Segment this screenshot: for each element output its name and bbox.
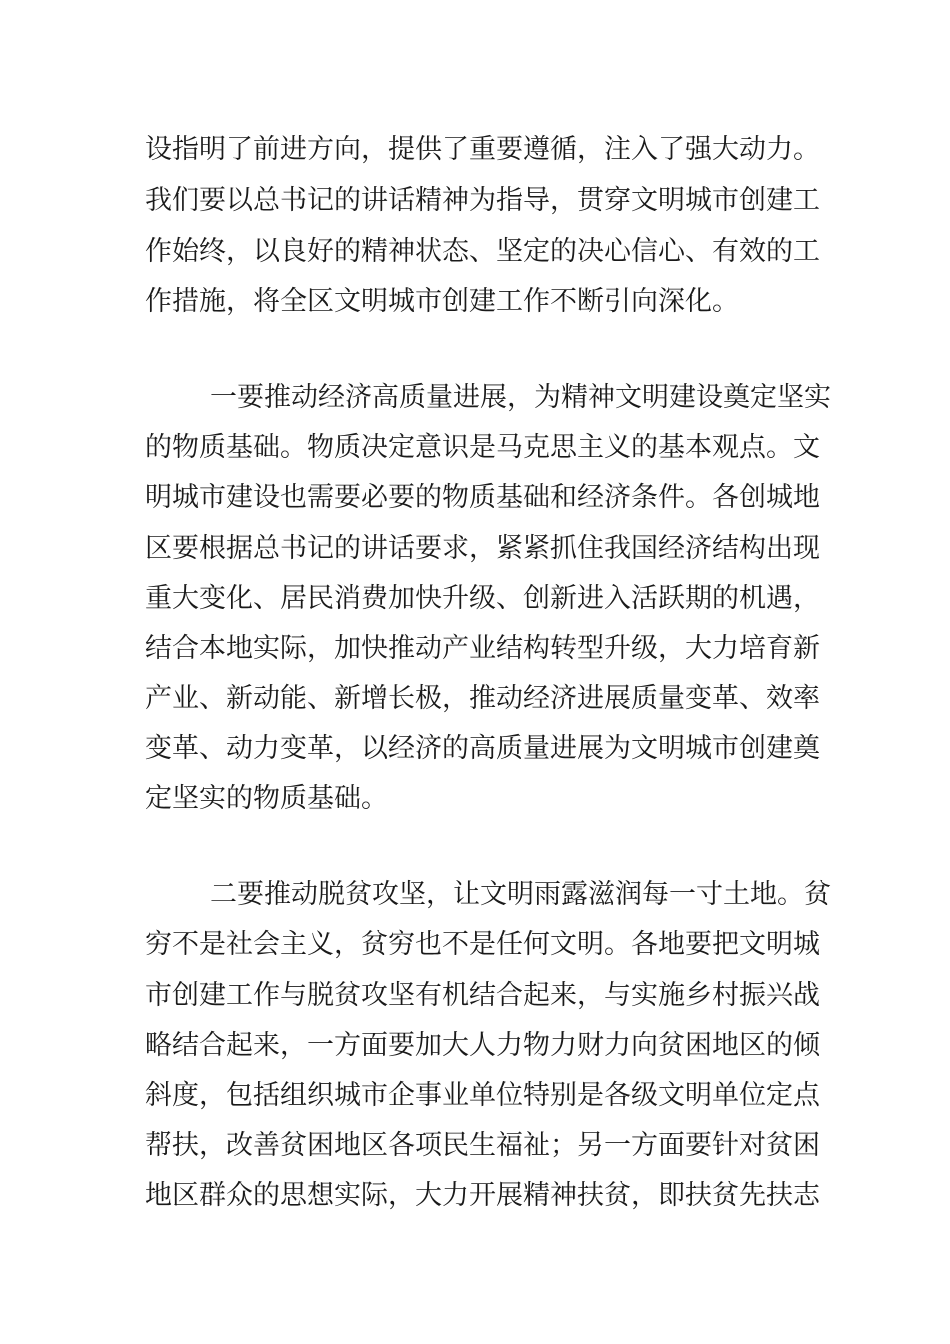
text-line: 二要推动脱贫攻坚，让文明雨露滋润每一寸土地。贫 [210, 879, 831, 910]
text-line: 重大变化、居民消费加快升级、创新进入活跃期的机遇， [145, 583, 820, 614]
text-line: 设指明了前进方向，提供了重要遵循，注入了强大动力。 [145, 134, 820, 165]
text-line: 我们要以总书记的讲话精神为指导，贯穿文明城市创建工 [145, 185, 820, 216]
text-line: 一要推动经济高质量进展，为精神文明建设奠定坚实 [210, 382, 831, 413]
text-line: 定坚实的物质基础。 [145, 783, 388, 814]
text-line: 产业、新动能、新增长极，推动经济进展质量变革、效率 [145, 683, 820, 714]
text-line: 明城市建设也需要必要的物质基础和经济条件。各创城地 [145, 482, 820, 513]
text-line: 地区群众的思想实际，大力开展精神扶贫，即扶贫先扶志 [145, 1180, 820, 1211]
text-line: 变革、动力变革，以经济的高质量进展为文明城市创建奠 [145, 733, 820, 764]
text-line: 斜度，包括组织城市企事业单位特别是各级文明单位定点 [145, 1080, 820, 1111]
text-line: 市创建工作与脱贫攻坚有机结合起来，与实施乡村振兴战 [145, 980, 820, 1011]
text-line: 帮扶，改善贫困地区各项民生福祉；另一方面要针对贫困 [145, 1130, 820, 1161]
text-line: 的物质基础。物质决定意识是马克思主义的基本观点。文 [145, 432, 820, 463]
text-line: 作措施，将全区文明城市创建工作不断引向深化。 [145, 286, 739, 317]
text-line: 穷不是社会主义，贫穷也不是任何文明。各地要把文明城 [145, 929, 820, 960]
text-line: 作始终，以良好的精神状态、坚定的决心信心、有效的工 [145, 236, 820, 267]
text-line: 区要根据总书记的讲话要求，紧紧抓住我国经济结构出现 [145, 533, 820, 564]
text-line: 略结合起来，一方面要加大人力物力财力向贫困地区的倾 [145, 1030, 820, 1061]
text-line: 结合本地实际，加快推动产业结构转型升级，大力培育新 [145, 633, 820, 664]
